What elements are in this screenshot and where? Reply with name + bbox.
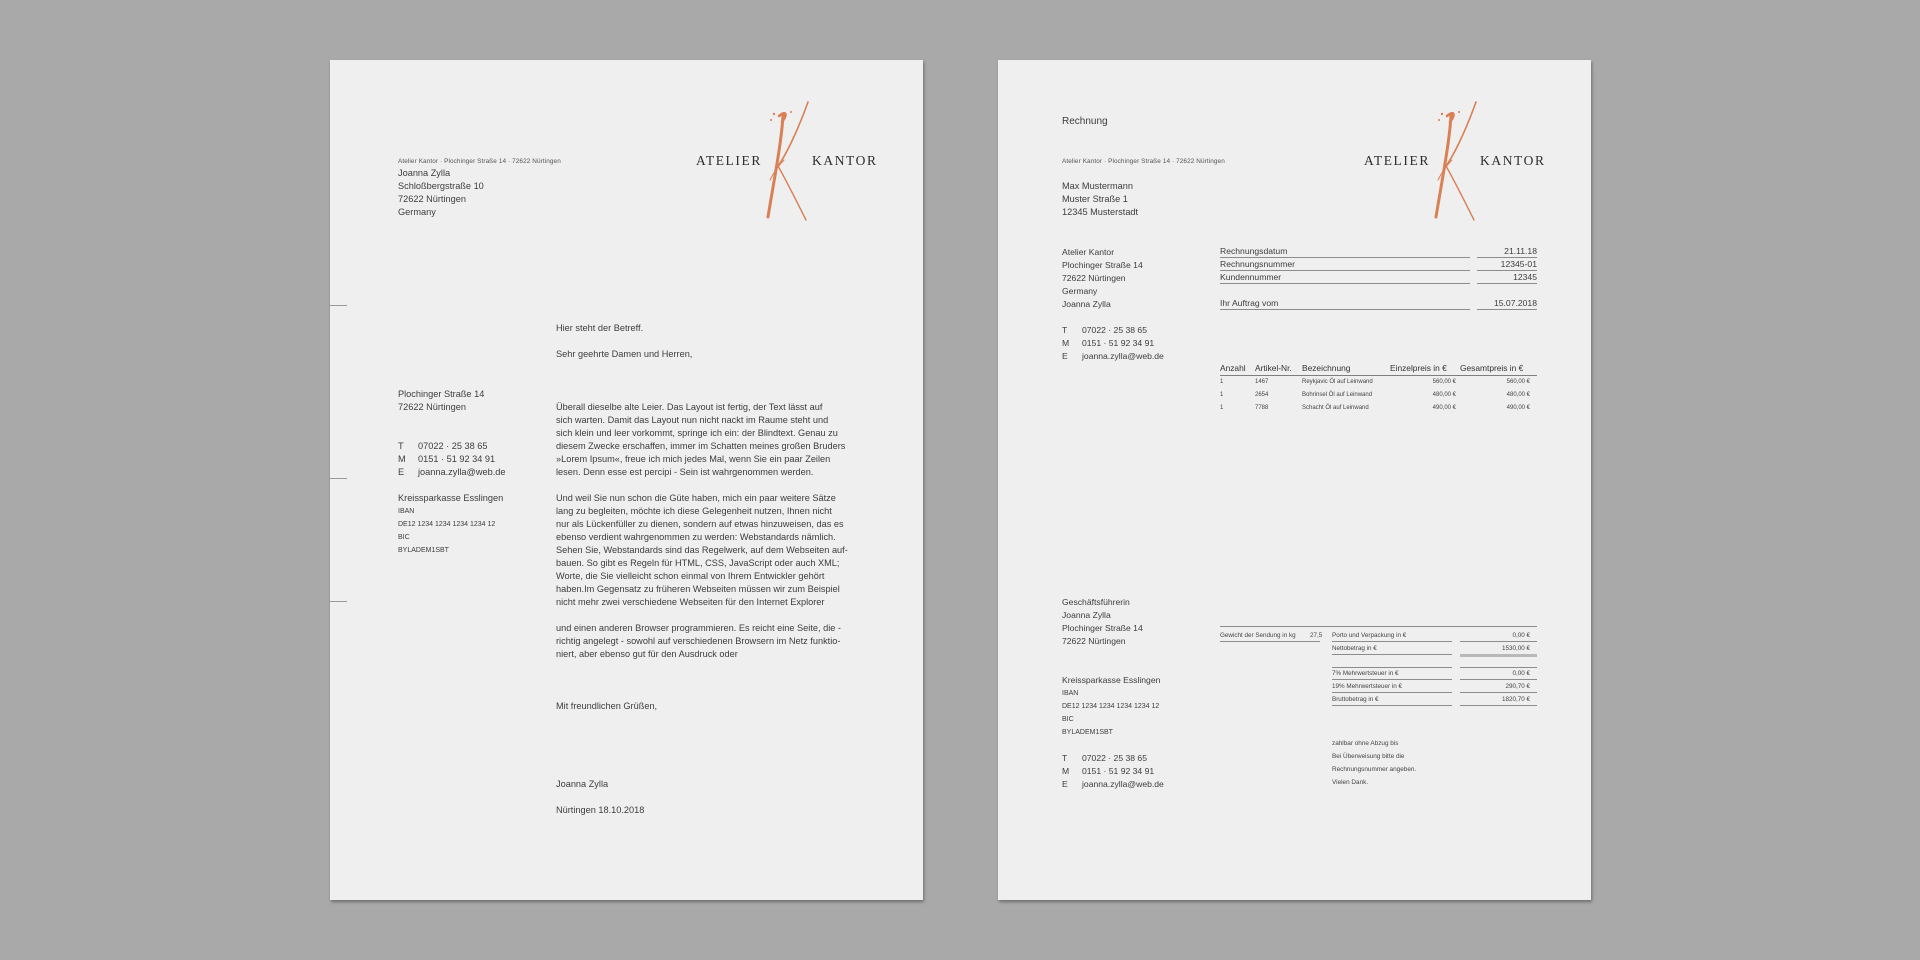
invoice-contact-block — [1062, 324, 1164, 363]
invoice-recipient: Max Mustermann Muster Straße 1 12345 Musterstadt — [1062, 181, 1139, 217]
sender-return-line: Atelier Kantor · Plochinger Straße 14 · 72622 Nürtingen — [1062, 158, 1225, 165]
letter-closing: Mit freundlichen Grüßen, — [556, 701, 658, 711]
sender-return-line: Atelier Kantor · Plochinger Straße 14 · 72622 Nürtingen — [398, 158, 561, 165]
atelier-kantor-logo — [694, 100, 878, 225]
contact-phone: T 07022 · 25 38 65 — [1062, 325, 1147, 335]
contact-phone: T 07022 · 25 38 65 — [398, 441, 488, 451]
logo-word-right: KANTOR — [812, 153, 878, 168]
logo-word-left: ATELIER — [1364, 153, 1430, 168]
table-row: 1 1467 Reykjavic Öl auf Leinwand 560,00 € 560,00 € — [1220, 379, 1530, 385]
company-block: Atelier Kantor Plochinger Straße 14 72622 Nürtingen Germany Joanna Zylla — [1062, 247, 1143, 309]
invoice-bank-details: Kreissparkasse Esslingen IBAN DE12 1234 1234 1234 1234 12 BIC BYLADEM1SBT — [1062, 675, 1161, 736]
contact-email[interactable]: E joanna.zylla@web.de — [1062, 351, 1164, 361]
weight-value: 27,5 — [1310, 632, 1323, 639]
fold-mark — [330, 305, 347, 306]
k-monogram-icon — [766, 100, 816, 225]
divider — [1220, 626, 1537, 627]
contact-block — [398, 440, 505, 479]
fold-mark — [330, 478, 347, 479]
table-header: Anzahl Artikel-Nr. Bezeichnung Einzelpreis in € Gesamtpreis in € — [1220, 363, 1537, 376]
info-row: Rechnungsdatum 21.11.18 — [1220, 246, 1537, 256]
letter-signature: Joanna Zylla — [556, 779, 609, 789]
fold-mark — [330, 601, 347, 602]
table-row: 1 7788 Schacht Öl auf Leinwand 490,00 € 490,00 € — [1220, 405, 1530, 411]
logo-word-left: ATELIER — [696, 153, 762, 168]
contact-mobile: M 0151 · 51 92 34 91 — [1062, 338, 1155, 348]
contact-phone: T 07022 · 25 38 65 — [1062, 753, 1147, 763]
k-monogram-icon — [1434, 100, 1484, 225]
logo-word-right: KANTOR — [1480, 153, 1546, 168]
payment-note: zahlbar ohne Abzug bis Bei Überweisung bitte die Rechnungsnummer angeben. Vielen Dank. — [1332, 740, 1417, 786]
letter-salutation: Sehr geehrte Damen und Herren, — [556, 349, 693, 359]
sidebar-address: Plochinger Straße 14 72622 Nürtingen — [398, 389, 485, 412]
contact-mobile: M 0151 · 51 92 34 91 — [1062, 766, 1155, 776]
letter-place-date: Nürtingen 18.10.2018 — [556, 805, 645, 815]
letterhead-page — [330, 60, 923, 900]
info-row: Ihr Auftrag vom 15.07.2018 — [1220, 298, 1537, 308]
bank-details: Kreissparkasse Esslingen IBAN DE12 1234 1234 1234 1234 12 BIC BYLADEM1SBT — [398, 493, 504, 554]
letter-subject: Hier steht der Betreff. — [556, 323, 644, 333]
invoice-title: Rechnung — [1062, 116, 1108, 127]
contact-mobile: M 0151 · 51 92 34 91 — [398, 454, 496, 464]
weight-label: Gewicht der Sendung in kg — [1220, 632, 1296, 639]
recipient-address: Joanna Zylla Schloßbergstraße 10 72622 Nürtingen Germany — [398, 168, 484, 217]
letter-body: Überall dieselbe alte Leier. Das Layout ist fertig, der Text lässt auf sich warten. Damit das Layout nun nicht nackt im Raume steht und sich klein und leer vorkommt, springe ich ein: der Blindtext. Genau zu diesem Zwecke erschaffen, immer im Schatten meines großen Bruders »Lorem Ipsum«, freue ich mich jedes Mal, wenn Sie ein paar Zeilen lesen. Denn esse est percipi - Sein ist wahrgenommen werden. Und weil Sie nun schon die Güte haben, mich ein paar weitere Sätze lang zu begleiten, möchte ich diese Gelegenheit nutzen, Ihnen nicht nur als Lückenfüller zu dienen, sondern auf etwas hinzuweisen, das es ebenso verdient wahrgenommen zu werden: Webstandards nämlich. Sehen Sie, Webstandards sind das Regelwerk, auf dem Webseiten auf- bauen. So gibt es Regeln für HTML, CSS, JavaScript oder auch XML; Worte, die Sie vielleicht schon einmal von Ihrem Entwickler gehört haben.Im Gegensatz zu früheren Webseiten müssen wir zum Beispiel nicht mehr zwei verschiedene Webseiten für den Internet Explorer und einen anderen Browser programmieren. Es reicht eine Seite, die - richtig angelegt - sowohl auf verschiedenen Browsern im Netz funktio- niert, aber ebenso gut für den Ausdruck oder — [556, 402, 848, 659]
contact-email[interactable]: E joanna.zylla@web.de — [1062, 779, 1164, 789]
table-row: 1 2654 Bohrinsel Öl auf Leinwand 480,00 € 480,00 € — [1220, 392, 1530, 398]
info-row: Rechnungsnummer 12345-01 — [1220, 259, 1537, 269]
info-row: Kundennummer 12345 — [1220, 272, 1537, 282]
management-block: Geschäftsführerin Joanna Zylla Plochinger Straße 14 72622 Nürtingen — [1062, 597, 1143, 646]
atelier-kantor-logo — [1362, 100, 1546, 225]
contact-email[interactable]: E joanna.zylla@web.de — [398, 467, 506, 477]
invoice-footer-contact — [1062, 752, 1164, 791]
invoice-page: Rechnung ATELIER KANTOR Atelier Kantor · Plochinger Straße 14 · 72622 Nürtingen Max Mustermann Muster Straße 1 12345 Musterstadt Atelier Kantor Plochinger Straße 14 72622 Nürtingen Germany Joanna Zylla T 07022 · 25 38 65 M 0151 · 51 92 34 91 E joanna.zylla@web.de Rechnungsdatum 21.11.18 Rechnungsnummer 12345-01 Kundennummer 12345 Ihr Auftrag vom 15.07.2018 Anzahl Artikel-Nr. Bezeichnung Einzelpreis in € Gesamtpreis in € 1 1467 Reykjavic Öl auf Leinwand 560,00 € 560,00 € 1 2654 Bohrinsel Öl auf Leinwand 480,00 € 480,00 € 1 7788 Schacht Öl auf Leinwand 490,00 € 490,00 € Geschäftsführerin Joanna Zylla Plochinger Straße 14 72622 Nürtingen Gewicht der Sendung in kg 27,5 Porto und Verpackung in € 0,00 € Nettobetrag in € 1530,00 € 7% Mehrwertsteuer in € 0,00 € 19% Mehrwertsteuer in € 290,70 € Bruttobetrag in € 1820,70 € zahlbar ohne Abzug bis Bei Überweisung bitte die Rechnungsnummer angeben. Vielen Dank. Kreissparkasse Esslingen IBAN DE12 1234 1234 1234 1234 12 BIC BYLADEM1SBT T 07022 · 25 38 65 M 0151 · 51 92 34 91 E joanna.zylla@web.de — [998, 60, 1591, 900]
invoice-items-table — [1220, 363, 1537, 418]
